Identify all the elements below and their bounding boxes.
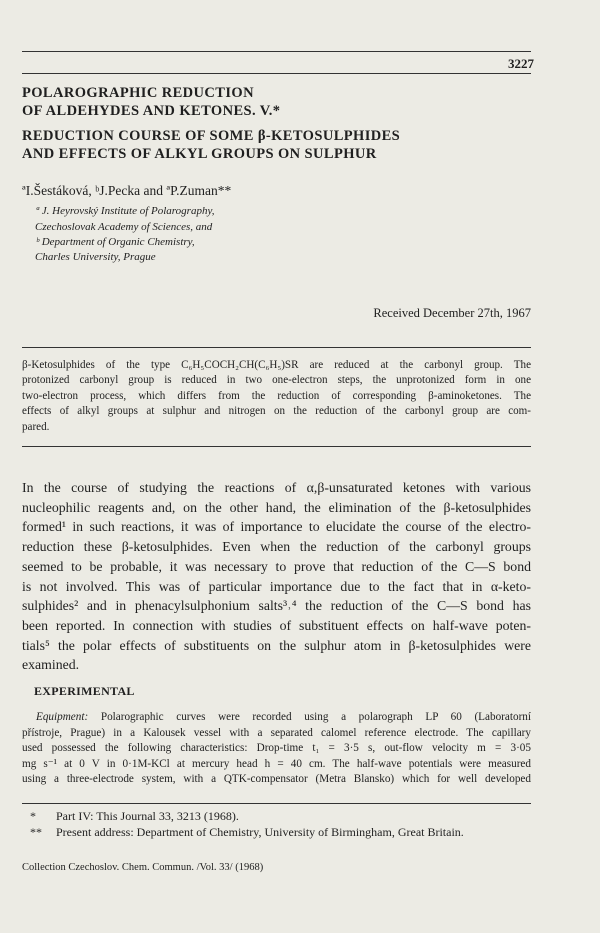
equipment-line: used possessed the following characteristics: Drop-time t₁ = 3·5 s, out-flow velocity m = 3·05 bbox=[22, 742, 531, 754]
abstract-bottom-rule bbox=[22, 446, 531, 447]
body-paragraph bbox=[22, 478, 531, 675]
body-line: In the course of studying the reactions of α,β-unsaturated ketones with various bbox=[22, 480, 531, 495]
paper-title bbox=[22, 84, 280, 120]
affiliation-line: Charles University, Prague bbox=[35, 251, 156, 263]
paper-subtitle bbox=[22, 127, 400, 163]
abstract-line: protonized carbonyl group is reduced in two one-electron steps, the unprotonized form in one bbox=[22, 374, 531, 387]
body-line: been reported. In connection with studies of substituent effects on half-wave poten- bbox=[22, 617, 531, 633]
page-number: 3227 bbox=[508, 56, 534, 71]
abstract-line: two-electron process, which differs from the reduction of corresponding β-aminoketones. The bbox=[22, 389, 531, 402]
authors: ªI.Šestáková, ᵇJ.Pecka and ªP.Zuman** bbox=[22, 183, 232, 198]
abstract-line: pared. bbox=[22, 420, 50, 433]
footnote-mark: * bbox=[30, 809, 36, 823]
equipment-line: using a three-electrode system, with a QTK-compensator (Metra Blansko) which for well developed bbox=[22, 773, 531, 785]
abstract-line: β-Ketosulphides of the type C₆H₅COCH₂CH(C₆H₅)SR are reduced at the carbonyl group. The bbox=[22, 359, 531, 371]
affiliation-line: ᵇ Department of Organic Chemistry, bbox=[36, 236, 195, 248]
body-line: tials⁵ the polar effects of substituents on the sulphur atom in β-ketosulphides were bbox=[22, 637, 531, 653]
body-line: examined. bbox=[22, 657, 80, 673]
abstract-line: effects of alkyl groups at sulphur and nitrogen on the reduction of the carbonyl group are com- bbox=[22, 405, 531, 418]
title-line-2: OF ALDEHYDES AND KETONES. V.* bbox=[22, 103, 281, 119]
affiliation-line: Czechoslovak Academy of Sciences, and bbox=[35, 221, 213, 233]
equipment-label: Equipment: bbox=[36, 711, 89, 723]
equipment-line: přístroje, Prague) in a Kalousek vessel with a separated calomel reference electrode. The capillary bbox=[22, 726, 531, 739]
body-line: is not involved. This was of particular importance due to the fact that in α-keto- bbox=[22, 578, 531, 594]
received-date: Received December 27th, 1967 bbox=[373, 306, 531, 320]
equipment-paragraph bbox=[22, 710, 531, 788]
journal-citation: Collection Czechoslov. Chem. Commun. /Vol. 33/ (1968) bbox=[22, 862, 264, 873]
subtitle-line-1: REDUCTION COURSE OF SOME β-KETOSULPHIDES bbox=[22, 128, 401, 144]
body-line: formed¹ in such reactions, it was of importance to elucidate the course of the electro- bbox=[22, 519, 531, 535]
subtitle-line-2: AND EFFECTS OF ALKYL GROUPS ON SULPHUR bbox=[22, 146, 377, 162]
equipment-line: mg s⁻¹ at 0 V in 0·1M-KCl at mercury head h = 40 cm. The half-wave potentials were measured bbox=[22, 757, 531, 770]
abstract-top-rule bbox=[22, 347, 531, 348]
equipment-line bbox=[22, 710, 531, 726]
footnote-text: Present address: Department of Chemistry, University of Birmingham, Great Britain. bbox=[56, 825, 464, 839]
body-line: nucleophilic reagents and, on the other hand, the elimination of the β-ketosulphides bbox=[22, 499, 531, 515]
footnote-rule bbox=[22, 803, 531, 804]
equipment-text: Polarographic curves were recorded using a polarograph LP 60 (Laboratorní bbox=[100, 711, 531, 723]
top-rule bbox=[22, 51, 531, 52]
footnote bbox=[30, 809, 530, 824]
abstract bbox=[22, 358, 531, 435]
body-line: reduction these β-ketosulphides. Even when the reduction of the carbonyl groups bbox=[22, 539, 531, 555]
footnote-mark: ** bbox=[30, 825, 42, 839]
header-rule bbox=[22, 73, 531, 74]
title-line-1: POLAROGRAPHIC REDUCTION bbox=[22, 85, 254, 101]
footnote-text: Part IV: This Journal 33, 3213 (1968). bbox=[56, 809, 239, 823]
body-line: sulphides² and in phenacylsulphonium salts³˒⁴ the reduction of the C—S bond has bbox=[22, 598, 531, 614]
affiliation-line: ª J. Heyrovský Institute of Polarography, bbox=[36, 205, 215, 217]
section-heading-experimental: EXPERIMENTAL bbox=[34, 684, 135, 698]
footnote bbox=[30, 825, 530, 840]
body-line: seemed to be probable, it was necessary to prove that reduction of the C—S bond bbox=[22, 558, 531, 574]
